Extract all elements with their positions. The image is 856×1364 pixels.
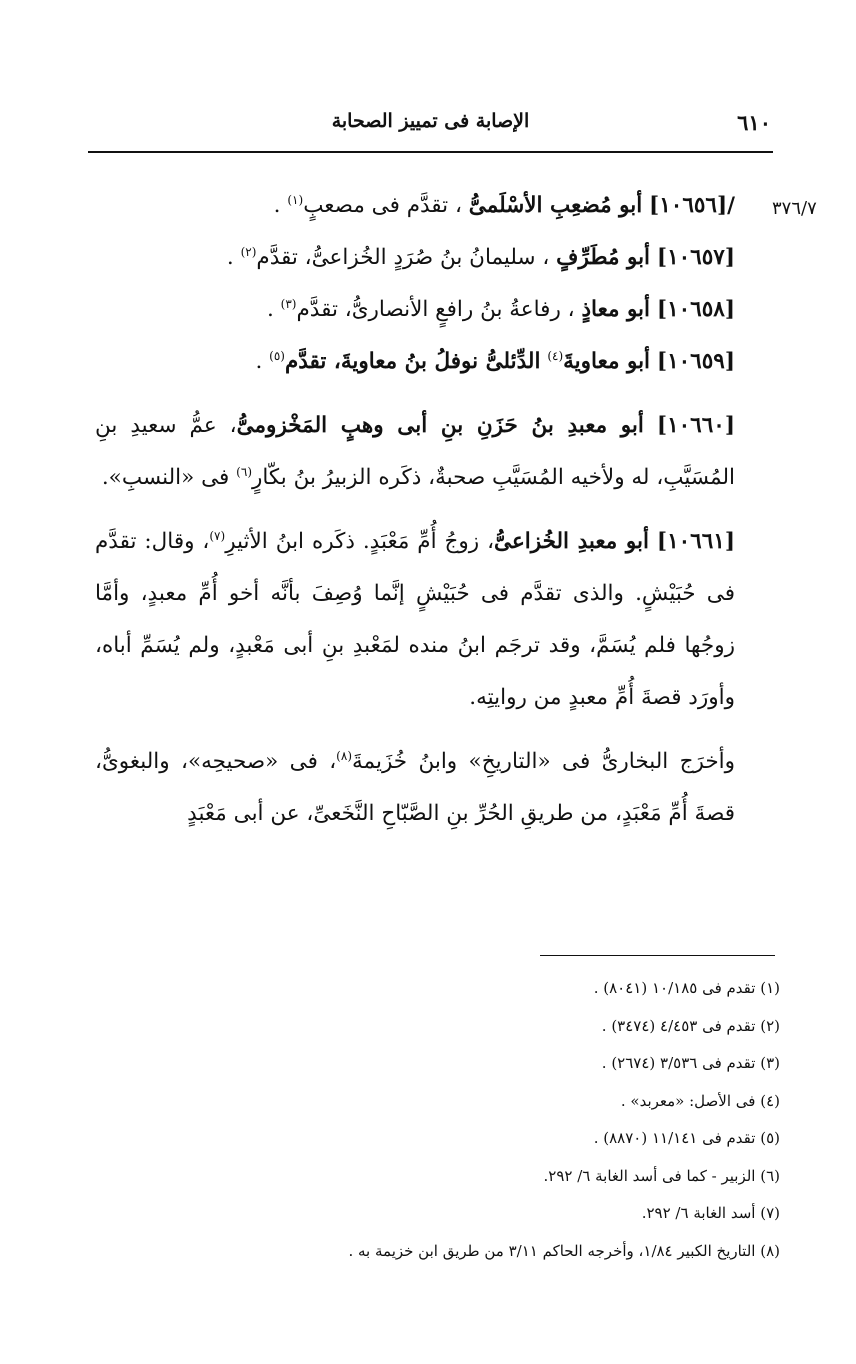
paragraph-text: وأخرَج البخارىُّ فى «التاريخِ» وابنُ خُزَيمةَ (352, 749, 736, 774)
entry-tail: . (226, 245, 234, 270)
entry-number: [١٠٦٥٨] (656, 297, 735, 322)
footnote-ref: (٥) (269, 348, 285, 363)
footnote-rule (540, 955, 775, 956)
margin-volume-page-note: ٣٧٦/٧ (772, 198, 817, 219)
entry-number: [١٠٦٦٠] (656, 413, 735, 438)
footnote-ref: (٤) (547, 348, 564, 363)
entry-number: [١٠٦٥٩] (656, 349, 735, 374)
entry-text: ، رفاعةُ بنُ رافعٍ الأنصارىُّ، تقدَّم (296, 297, 575, 322)
footnote-2: (٢) تقدم فى ٤/٤٥٣ (٣٤٧٤) . (601, 1016, 780, 1035)
page-number: ٦١٠ (737, 110, 771, 135)
entry-name: أبو معاويةَ (563, 349, 651, 374)
paragraph-gap (95, 388, 759, 400)
entry-number: [١٠٦٥٧] (656, 245, 735, 270)
entry-number: /[١٠٦٥٦] (649, 193, 735, 218)
entry-tail: . (255, 349, 263, 374)
footnote-ref: (٣) (280, 296, 297, 311)
entry-10660 (95, 400, 759, 504)
footnote-3: (٣) تقدم فى ٣/٥٣٦ (٢٦٧٤) . (601, 1054, 780, 1072)
entry-10657 (95, 232, 759, 284)
footnote-ref: (٧) (209, 528, 226, 543)
entry-text: ، سليمانُ بنُ صُرَدٍ الخُزاعىُّ، تقدَّم (256, 245, 550, 270)
entry-name: أبو معبدِ الخُزاعىُّ (494, 529, 649, 554)
entry-tail: . (266, 297, 274, 322)
entry-name: أبو معاذٍ (581, 297, 651, 322)
entry-text: الدِّئلىُّ نوفلُ بنُ معاويةَ، تقدَّم (284, 349, 541, 374)
paragraph-gap (95, 724, 759, 736)
footnote-4: (٤) فى الأصل: «معربد» . (620, 1091, 780, 1110)
footnote-8: (٨) التاريخ الكبير ١/٨٤، وأخرجه الحاكم ٣/١١ من طريق ابن خزيمة به . (348, 1241, 780, 1260)
page-header (88, 106, 773, 146)
header-rule (88, 151, 773, 153)
paragraph-gap (95, 504, 759, 516)
footnote-6: (٦) الزبير - كما فى أسد الغابة ٦/ ٢٩٢. (543, 1166, 780, 1185)
entry-tail: . (273, 193, 281, 218)
footnotes (200, 970, 780, 1270)
footnote-ref: (٢) (240, 244, 257, 259)
footnote-5: (٥) تقدم فى ١١/١٤١ (٨٨٧٠) . (593, 1129, 780, 1147)
entry-text-cont: فى «النسبِ». (101, 465, 230, 490)
entry-10656 (95, 180, 759, 232)
footnote-7: (٧) أسد الغابة ٦/ ٢٩٢. (641, 1204, 780, 1222)
entry-10658 (95, 284, 759, 336)
paragraph-text-cont: ، فى «صحيحِه»، والبغوىُّ، قصةَ أُمِّ مَعْبَدٍ، من طريقِ الحُرِّ بنِ الصَّبّاحِ النَّخَعىِّ، عن أبى مَعْبَدٍ (95, 749, 735, 826)
footnote-ref: (٦) (236, 464, 252, 479)
entry-10659 (95, 336, 759, 388)
entry-10661 (95, 516, 759, 724)
footnote-1: (١) تقدم فى ١٠/١٨٥ (٨٠٤١) . (593, 979, 780, 997)
entry-text: ، زوجُ أُمِّ مَعْبَدٍ. ذكَره ابنُ الأثيرِ (225, 529, 495, 554)
entry-text: ، تقدَّم فى مصعبٍ (303, 193, 462, 218)
entry-text: ، عمُّ سعيدِ بنِ المُسَيَّبِ، له ولأخيه المُسَيَّبِ صحبةٌ، ذكَره الزبيرُ بنُ بكّارٍ (95, 413, 735, 490)
running-title: الإصابة فى تمييز الصحابة (331, 110, 530, 132)
entry-name: أبو معبدِ بنُ حَزَنِ بنِ أبى وهبٍ المَخْزومىُّ (236, 413, 644, 438)
entry-name: أبو مُطَرِّفٍ (556, 245, 651, 270)
entry-number: [١٠٦٦١] (656, 529, 736, 554)
footnote-ref: (١) (287, 192, 304, 207)
paragraph-bukhari (95, 736, 759, 840)
footnote-ref: (٨) (336, 748, 352, 763)
entry-text-cont: ، وقال: تقدَّم فى حُبَيْشٍ. والذى تقدَّم فى حُبَيْشٍ إنَّما وُصِفَ بأنَّه أخو أُمِّ معبدٍ، وأمَّا زوجُها فلم يُسَمَّ، وقد ترجَم ابنُ منده لمَعْبدِ بنِ أبى مَعْبدٍ، ولم يُسَمِّ أباه، وأورَد قصةَ أُمِّ معبدٍ من روايتِه. (95, 529, 735, 710)
entry-name: أبو مُضعِبِ الأسْلَمىُّ (468, 193, 643, 218)
main-text (95, 180, 759, 840)
